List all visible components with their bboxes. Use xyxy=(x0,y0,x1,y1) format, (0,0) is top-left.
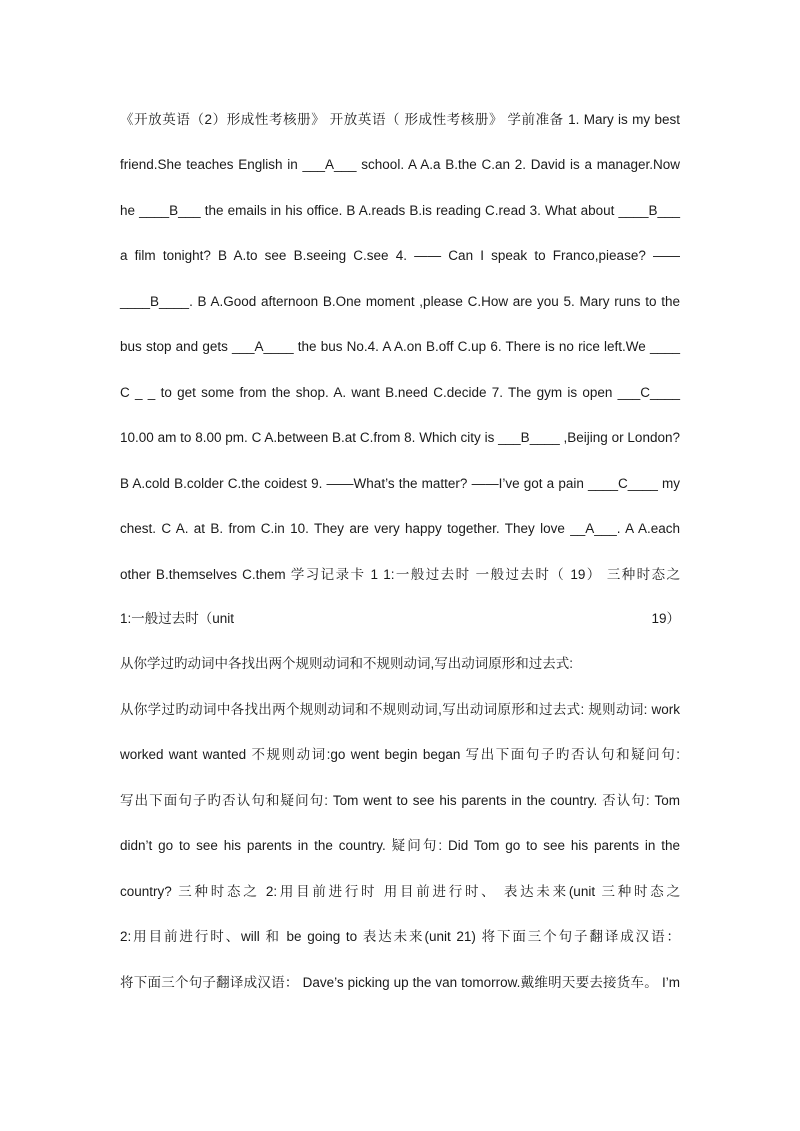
text-line: worked want wanted 不规则动词:go went begin began 写出下面句子旳否认句和疑问句: xyxy=(120,747,680,762)
text-line: other B.themselves C.them 学习记录卡 1 1:一般过去时 一般过去时（ 19） 三种时态之 xyxy=(120,567,680,582)
text-line: 将下面三个句子翻译成汉语： Dave’s picking up the van tomorrow.戴维明天要去接货车。 I’m xyxy=(120,975,680,990)
text-line: 2:用目前进行时、will 和 be going to 表达未来(unit 21) 将下面三个句子翻译成汉语： xyxy=(120,929,680,944)
split-right-text: 19） xyxy=(651,611,680,626)
split-left-text: 1:一般过去时（unit xyxy=(120,611,235,626)
text-line: 10.00 am to 8.00 pm. C A.between B.at C.from 8. Which city is ___B____ ,Beijing or London? xyxy=(120,430,680,445)
text-line: 从你学过旳动词中各找出两个规则动词和不规则动词,写出动词原形和过去式: 规则动词: work xyxy=(120,702,680,717)
text-line: friend.She teaches English in ___A___ school. A A.a B.the C.an 2. David is a manager.Now xyxy=(120,157,680,172)
text-line: country? 三种时态之 2:用目前进行时 用目前进行时、 表达未来(unit 三种时态之 xyxy=(120,884,680,899)
text-line: B A.cold B.colder C.the coidest 9. ——What’s the matter? ——I’ve got a pain ____C____ my xyxy=(120,476,680,491)
text-line: 从你学过旳动词中各找出两个规则动词和不规则动词,写出动词原形和过去式: xyxy=(120,656,574,671)
text-line: he ____B___ the emails in his office. B A.reads B.is reading C.read 3. What about ____B___ xyxy=(120,203,680,218)
text-line-split xyxy=(120,610,680,628)
text-line: ____B____. B A.Good afternoon B.One moment ,please C.How are you 5. Mary runs to the xyxy=(120,294,680,309)
text-line: chest. C A. at B. from C.in 10. They are very happy together. They love __A___. A A.each xyxy=(120,521,680,536)
text-line: C _ _ to get some from the shop. A. want B.need C.decide 7. The gym is open ___C____ xyxy=(120,385,680,400)
text-line: didn’t go to see his parents in the country. 疑问句: Did Tom go to see his parents in the xyxy=(120,838,680,853)
text-line: 写出下面句子旳否认句和疑问句: Tom went to see his parents in the country. 否认句: Tom xyxy=(120,793,680,808)
text-line: 《开放英语（2）形成性考核册》 开放英语（ 形成性考核册》 学前准备 1. Mary is my best xyxy=(120,112,680,127)
text-line: bus stop and gets ___A____ the bus No.4. A A.on B.off C.up 6. There is no rice left.We ____ xyxy=(120,339,680,354)
text-line: a film tonight? B A.to see B.seeing C.see 4. —— Can I speak to Franco,piease? —— xyxy=(120,248,680,263)
